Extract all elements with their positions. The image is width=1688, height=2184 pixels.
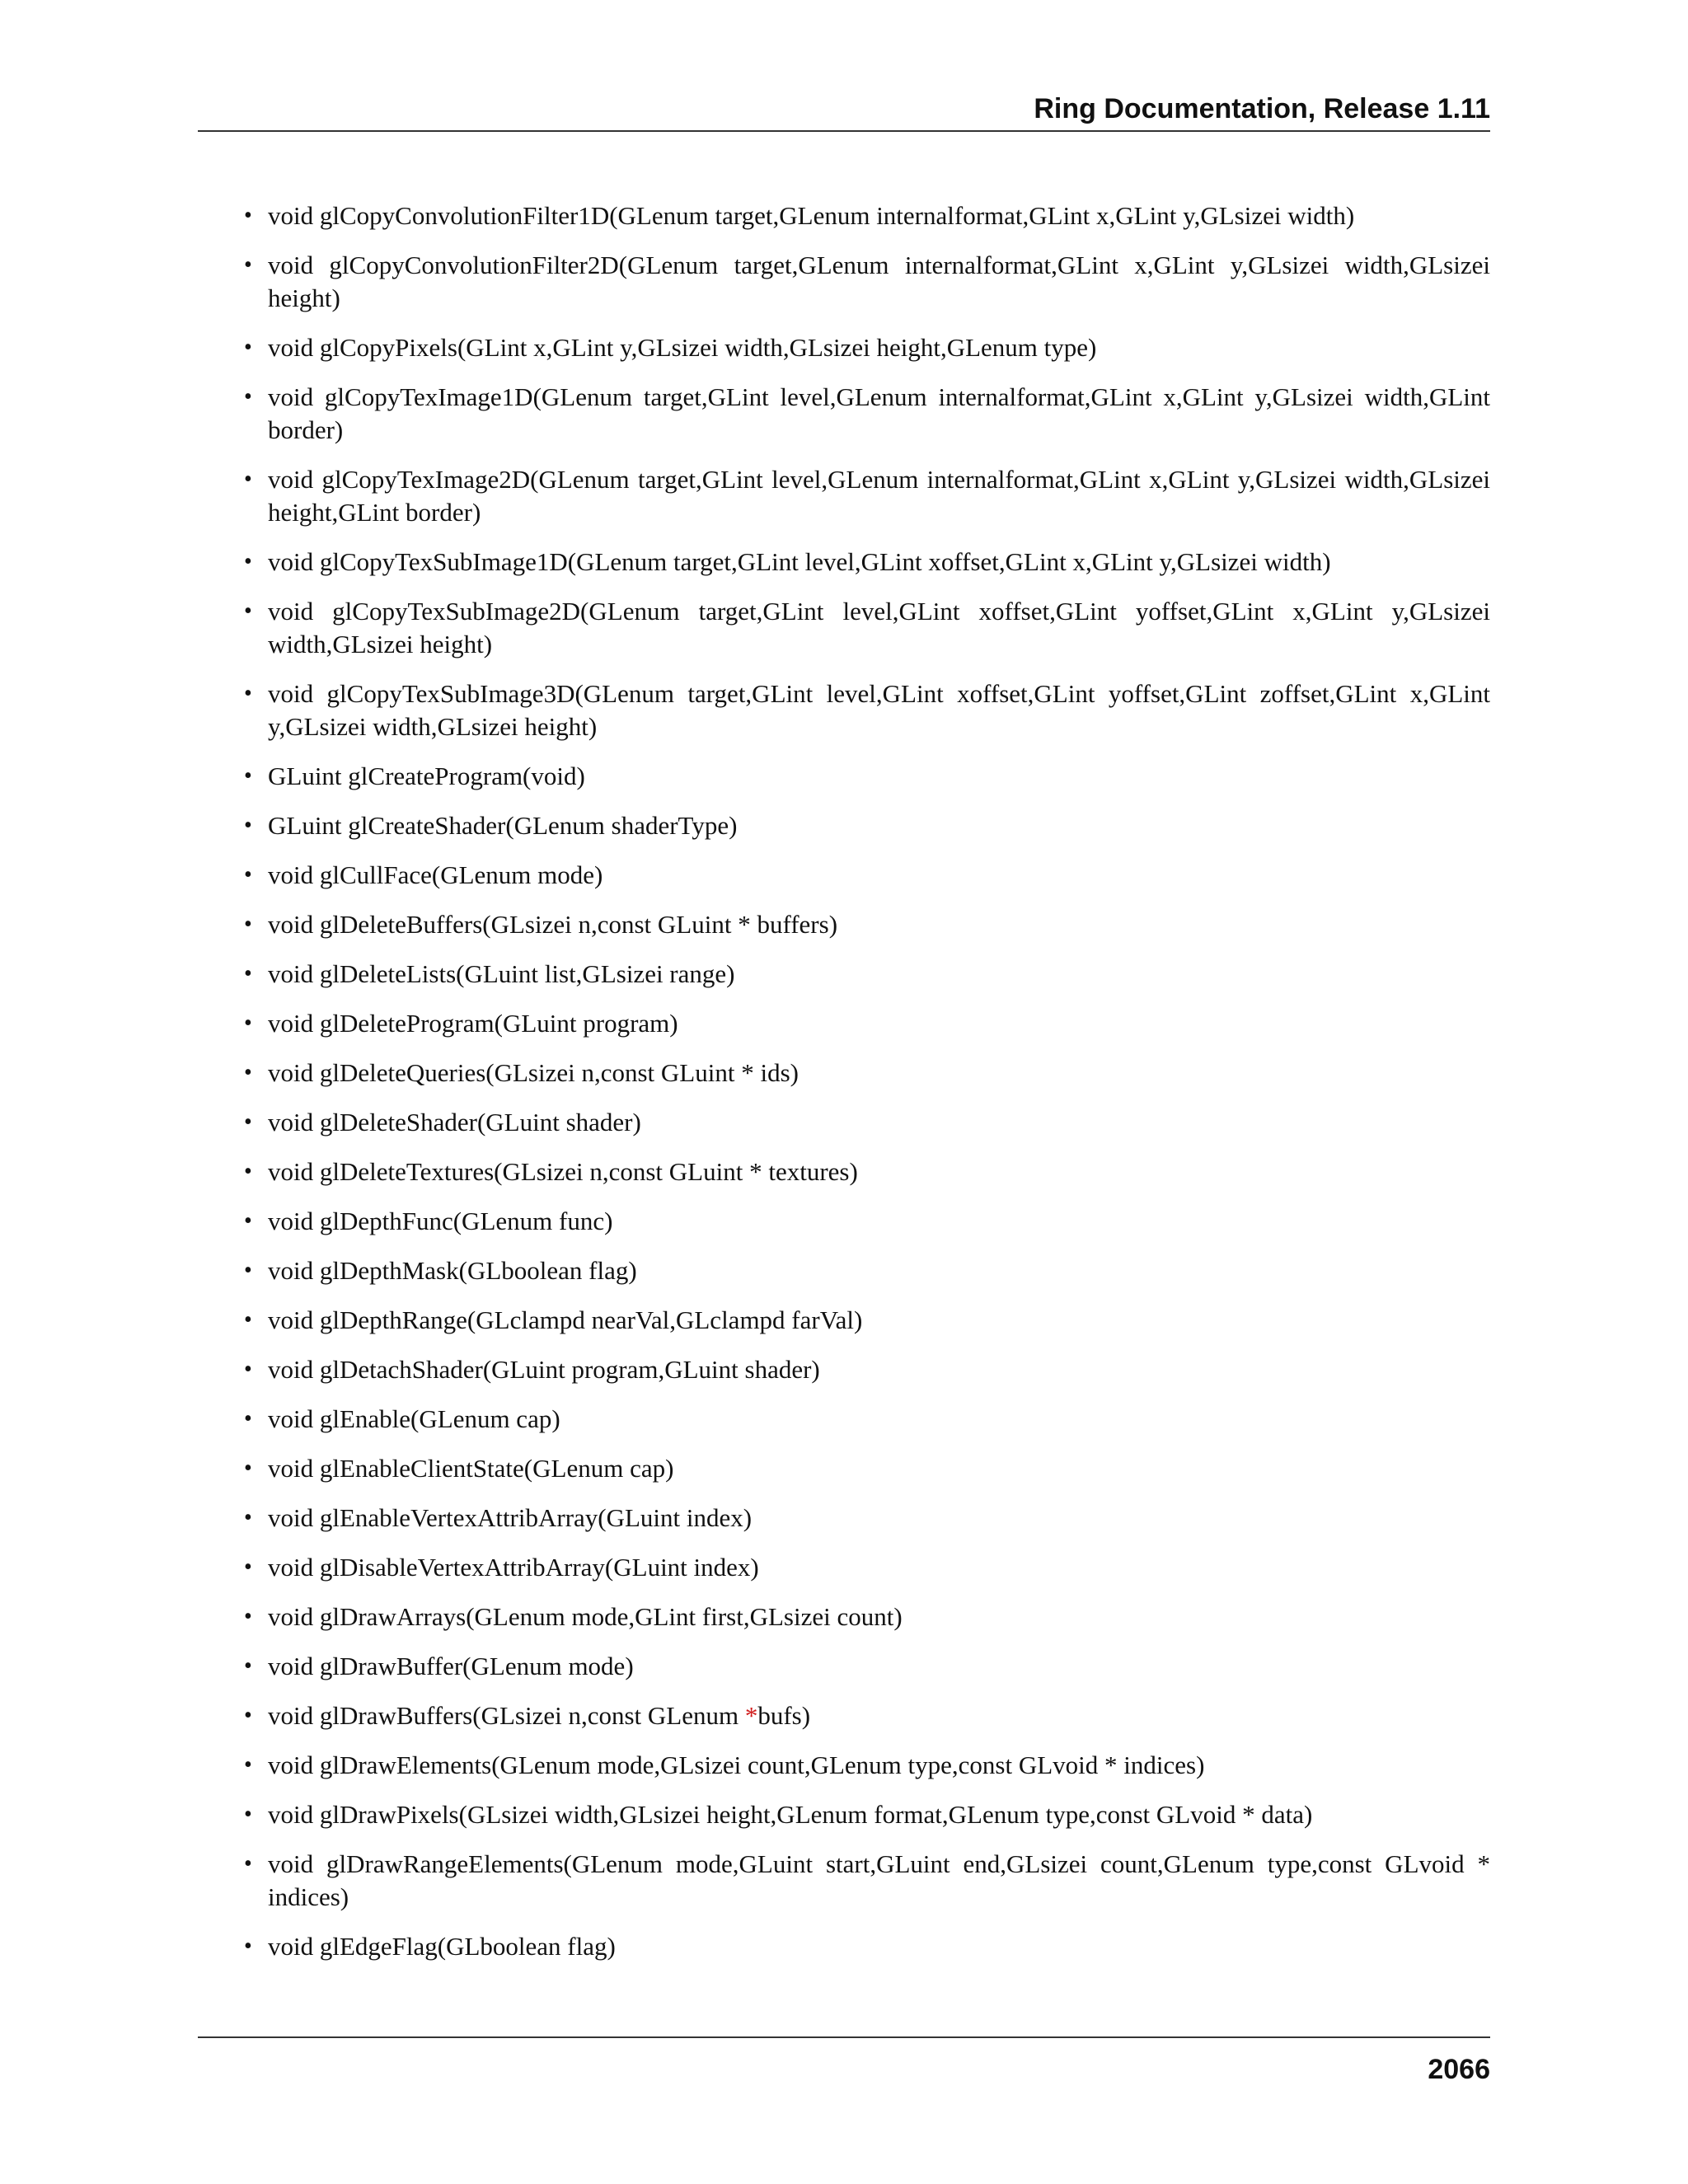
function-signature: void glEdgeFlag(GLboolean flag) bbox=[268, 1932, 616, 1961]
function-signature: void glDrawBuffers(GLsizei n,const GLenum *bufs) bbox=[268, 1701, 811, 1730]
function-signature: void glCopyConvolutionFilter2D(GLenum target,GLenum internalformat,GLint x,GLint y,GLsizei width,GLsizei height) bbox=[268, 251, 1490, 312]
bullet-icon: • bbox=[244, 763, 252, 789]
list-item bbox=[198, 546, 1490, 579]
list-item bbox=[198, 908, 1490, 941]
function-signature: void glCopyTexSubImage1D(GLenum target,GLint level,GLint xoffset,GLint x,GLint y,GLsizei width) bbox=[268, 547, 1331, 576]
list-item bbox=[198, 1106, 1490, 1139]
function-signature: void glEnableVertexAttribArray(GLuint index) bbox=[268, 1503, 753, 1532]
list-item bbox=[198, 1205, 1490, 1238]
list-item bbox=[198, 1699, 1490, 1732]
function-signature: void glDepthMask(GLboolean flag) bbox=[268, 1256, 637, 1285]
pointer-asterisk: * bbox=[744, 1701, 758, 1730]
function-signature: void glCopyTexImage2D(GLenum target,GLint level,GLenum internalformat,GLint x,GLint y,GLsizei width,GLsizei height,GLint border) bbox=[268, 465, 1490, 527]
list-item bbox=[198, 1749, 1490, 1782]
function-signature: void glDeleteProgram(GLuint program) bbox=[268, 1009, 678, 1038]
bullet-icon: • bbox=[244, 1752, 252, 1778]
bullet-icon: • bbox=[244, 1109, 252, 1135]
list-item bbox=[198, 1848, 1490, 1914]
list-item bbox=[198, 1254, 1490, 1287]
function-signature: void glCopyTexSubImage3D(GLenum target,GLint level,GLint xoffset,GLint yoffset,GLint zoffset,GLint x,GLint y,GLsizei width,GLsizei height) bbox=[268, 679, 1490, 741]
list-item bbox=[198, 463, 1490, 529]
bullet-icon: • bbox=[244, 1554, 252, 1580]
bullet-icon: • bbox=[244, 1307, 252, 1333]
bullet-icon: • bbox=[244, 961, 252, 987]
function-signature: void glCopyTexImage1D(GLenum target,GLint level,GLenum internalformat,GLint x,GLint y,GLsizei width,GLint border) bbox=[268, 382, 1490, 444]
function-signature: void glDrawArrays(GLenum mode,GLint first,GLsizei count) bbox=[268, 1602, 903, 1631]
bullet-icon: • bbox=[244, 1159, 252, 1184]
list-item bbox=[198, 1155, 1490, 1188]
bullet-icon: • bbox=[244, 1258, 252, 1283]
list-item bbox=[198, 1930, 1490, 1963]
list-item bbox=[198, 760, 1490, 793]
page-content bbox=[198, 199, 1490, 1980]
list-item bbox=[198, 1551, 1490, 1584]
list-item bbox=[198, 1601, 1490, 1633]
list-item bbox=[198, 381, 1490, 447]
function-signature: GLuint glCreateShader(GLenum shaderType) bbox=[268, 811, 738, 840]
bullet-icon: • bbox=[244, 1060, 252, 1085]
list-item bbox=[198, 1304, 1490, 1337]
function-signature: void glDeleteQueries(GLsizei n,const GLuint * ids) bbox=[268, 1058, 799, 1087]
function-signature: void glDepthFunc(GLenum func) bbox=[268, 1207, 613, 1235]
function-signature: void glEnable(GLenum cap) bbox=[268, 1404, 560, 1433]
list-item bbox=[198, 249, 1490, 315]
function-signature: void glCopyPixels(GLint x,GLint y,GLsizei width,GLsizei height,GLenum type) bbox=[268, 333, 1097, 362]
bullet-icon: • bbox=[244, 1703, 252, 1728]
list-item bbox=[198, 1007, 1490, 1040]
bullet-icon: • bbox=[244, 1406, 252, 1432]
list-item bbox=[198, 1452, 1490, 1485]
function-signature: void glCopyConvolutionFilter1D(GLenum target,GLenum internalformat,GLint x,GLint y,GLsizei width) bbox=[268, 201, 1355, 230]
function-signature: void glDrawBuffer(GLenum mode) bbox=[268, 1652, 634, 1680]
bullet-icon: • bbox=[244, 1653, 252, 1679]
function-signature: void glDrawElements(GLenum mode,GLsizei count,GLenum type,const GLvoid * indices) bbox=[268, 1750, 1205, 1779]
list-item bbox=[198, 199, 1490, 232]
bullet-icon: • bbox=[244, 862, 252, 888]
document-title: Ring Documentation, Release 1.11 bbox=[1034, 93, 1490, 124]
function-signature: void glDeleteShader(GLuint shader) bbox=[268, 1108, 641, 1137]
function-signature: void glDeleteBuffers(GLsizei n,const GLuint * buffers) bbox=[268, 910, 838, 939]
function-signature: void glDetachShader(GLuint program,GLuint shader) bbox=[268, 1355, 820, 1384]
function-signature: void glDrawPixels(GLsizei width,GLsizei height,GLenum format,GLenum type,const GLvoid * data) bbox=[268, 1800, 1313, 1829]
list-item bbox=[198, 595, 1490, 661]
function-signature-list bbox=[198, 199, 1490, 1963]
bullet-icon: • bbox=[244, 681, 252, 706]
bullet-icon: • bbox=[244, 1455, 252, 1481]
page-footer bbox=[198, 2036, 1490, 2085]
function-signature: void glDisableVertexAttribArray(GLuint index) bbox=[268, 1553, 759, 1582]
function-signature: void glCullFace(GLenum mode) bbox=[268, 860, 603, 889]
page-header bbox=[198, 92, 1490, 132]
function-signature: void glDeleteLists(GLuint list,GLsizei range) bbox=[268, 959, 735, 988]
bullet-icon: • bbox=[244, 813, 252, 838]
list-item bbox=[198, 1353, 1490, 1386]
bullet-icon: • bbox=[244, 549, 252, 574]
bullet-icon: • bbox=[244, 335, 252, 360]
page-number: 2066 bbox=[1428, 2054, 1490, 2085]
function-signature: void glDrawRangeElements(GLenum mode,GLuint start,GLuint end,GLsizei count,GLenum type,const GLvoid * indices) bbox=[268, 1849, 1490, 1911]
bullet-icon: • bbox=[244, 1010, 252, 1036]
bullet-icon: • bbox=[244, 1208, 252, 1234]
bullet-icon: • bbox=[244, 203, 252, 228]
list-item bbox=[198, 809, 1490, 842]
bullet-icon: • bbox=[244, 1505, 252, 1530]
list-item bbox=[198, 331, 1490, 364]
bullet-icon: • bbox=[244, 1357, 252, 1382]
list-item bbox=[198, 1403, 1490, 1436]
list-item bbox=[198, 958, 1490, 991]
bullet-icon: • bbox=[244, 252, 252, 278]
bullet-icon: • bbox=[244, 384, 252, 410]
function-signature: void glDeleteTextures(GLsizei n,const GLuint * textures) bbox=[268, 1157, 858, 1186]
list-item bbox=[198, 1502, 1490, 1535]
function-signature: GLuint glCreateProgram(void) bbox=[268, 762, 585, 790]
bullet-icon: • bbox=[244, 912, 252, 937]
bullet-icon: • bbox=[244, 466, 252, 492]
list-item bbox=[198, 859, 1490, 892]
function-signature: void glDepthRange(GLclampd nearVal,GLclampd farVal) bbox=[268, 1305, 863, 1334]
bullet-icon: • bbox=[244, 1802, 252, 1827]
function-signature: void glCopyTexSubImage2D(GLenum target,GLint level,GLint xoffset,GLint yoffset,GLint x,GLint y,GLsizei width,GLsizei height) bbox=[268, 597, 1490, 658]
list-item bbox=[198, 1650, 1490, 1683]
bullet-icon: • bbox=[244, 1604, 252, 1629]
bullet-icon: • bbox=[244, 598, 252, 624]
bullet-icon: • bbox=[244, 1851, 252, 1877]
list-item bbox=[198, 1057, 1490, 1090]
list-item bbox=[198, 1798, 1490, 1831]
bullet-icon: • bbox=[244, 1933, 252, 1959]
list-item bbox=[198, 677, 1490, 743]
function-signature: void glEnableClientState(GLenum cap) bbox=[268, 1454, 674, 1483]
